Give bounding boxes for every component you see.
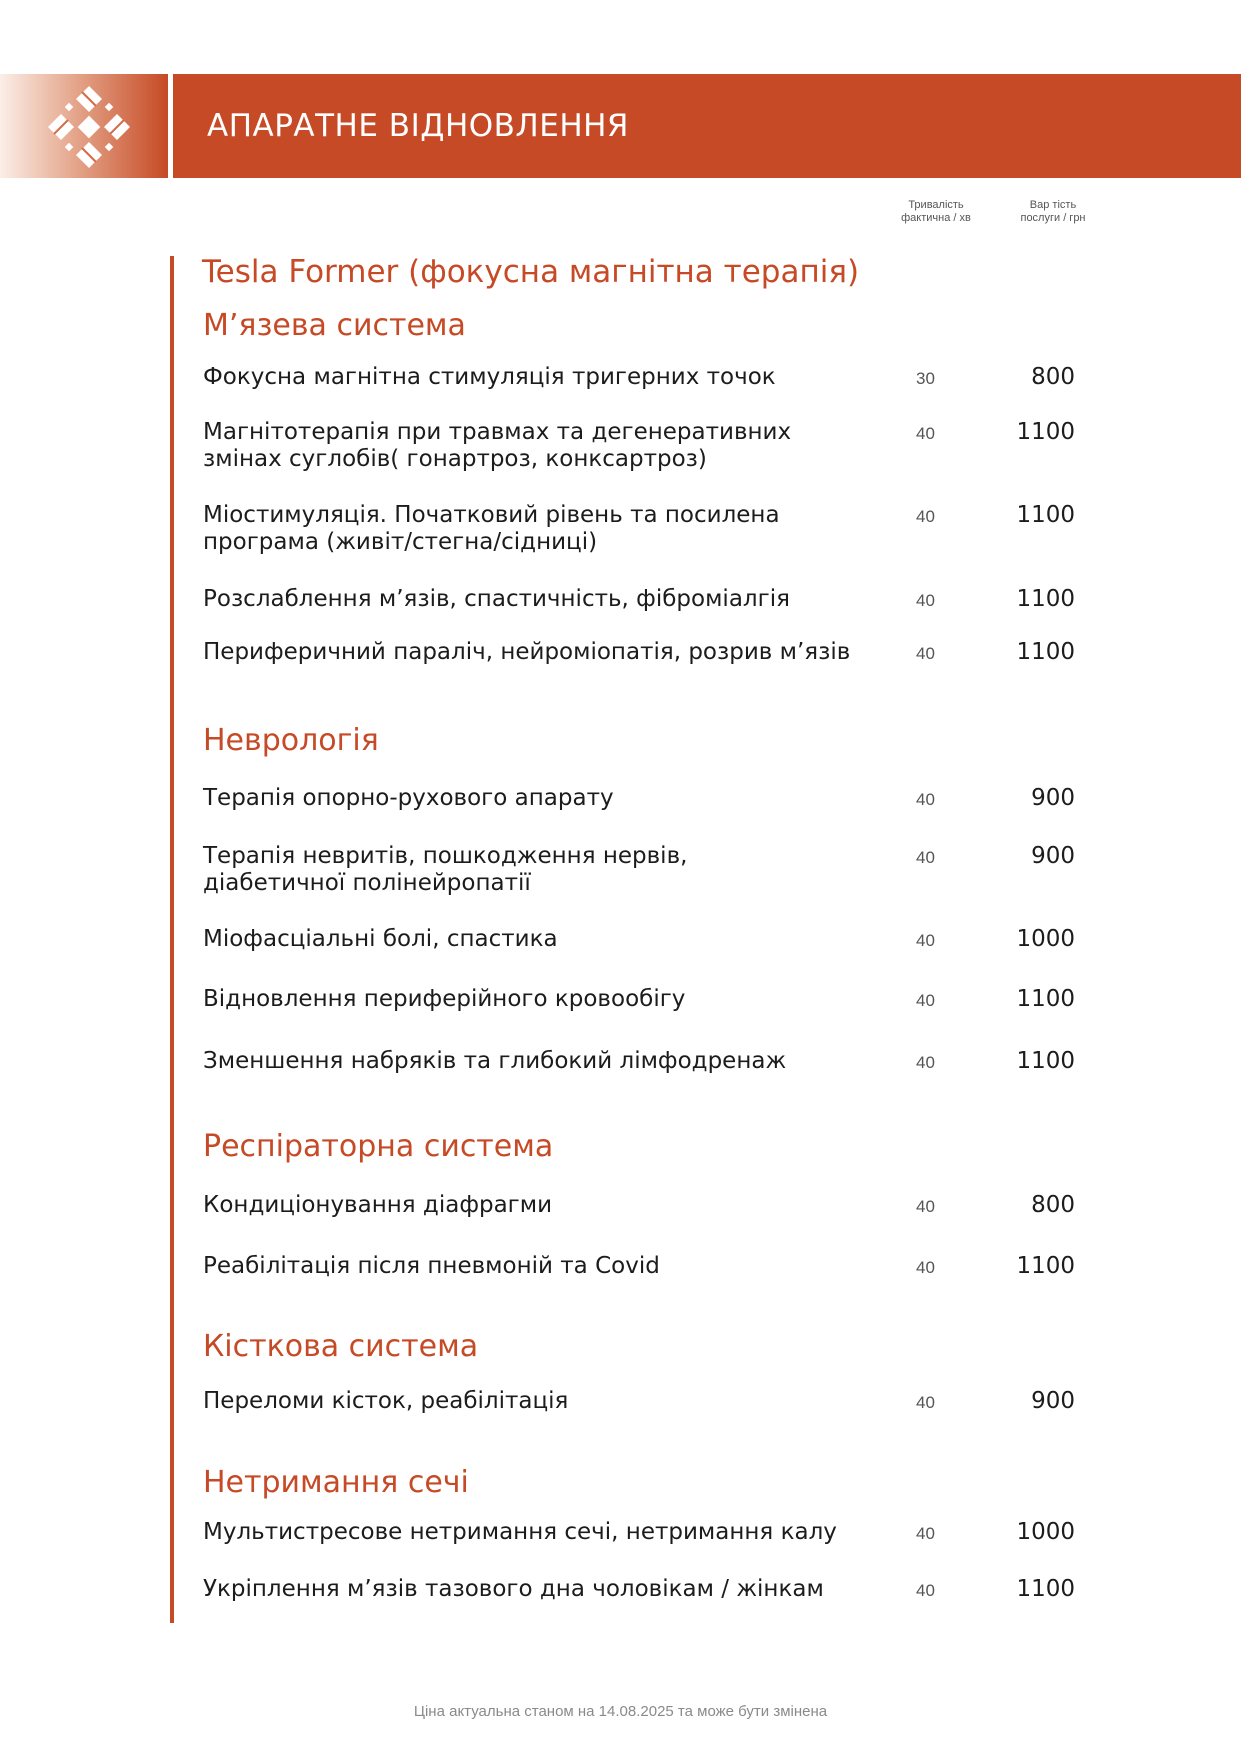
item-duration: 40: [916, 1524, 935, 1543]
item-duration: 40: [916, 424, 935, 443]
item-name: Терапія невритів, пошкодження нервів, діабетичної полінейропатії: [203, 843, 688, 896]
ornament-logo-icon: [44, 82, 134, 172]
item-price: 1100: [1016, 986, 1075, 1012]
item-name: Терапія опорно-рухового апарату: [203, 785, 614, 811]
item-duration: 40: [916, 931, 935, 950]
item-price: 900: [1031, 785, 1075, 811]
item-price: 900: [1031, 843, 1075, 869]
item-name: Реабілітація після пневмоній та Covid: [203, 1253, 660, 1279]
item-duration: 40: [916, 1197, 935, 1216]
item-duration: 30: [916, 369, 935, 388]
section-title: М’язева система: [203, 308, 466, 343]
price-disclaimer: Ціна актуальна станом на 14.08.2025 та може бути змінена: [413, 1703, 828, 1720]
section-title: Нетримання сечі: [203, 1465, 469, 1500]
item-price: 1100: [1016, 502, 1075, 528]
item-duration: 40: [916, 1258, 935, 1277]
item-name: Зменшення набряків та глибокий лімфодренаж: [203, 1048, 787, 1074]
item-price: 1100: [1016, 1253, 1075, 1279]
item-name: Розслаблення м’язів, спастичність, фіброміалгія: [203, 586, 790, 612]
item-duration: 40: [916, 848, 935, 867]
item-price: 1100: [1016, 586, 1075, 612]
item-name: Периферичний параліч, нейроміопатія, розрив м’язів: [203, 639, 851, 665]
section-title: Респіраторна система: [203, 1129, 554, 1164]
price-column-header: [990, 199, 1116, 225]
item-price: 1000: [1016, 926, 1075, 952]
item-duration: 40: [916, 644, 935, 663]
item-price: 1100: [1016, 1576, 1075, 1602]
item-duration: 40: [916, 591, 935, 610]
item-name: Мультистресове нетримання сечі, нетримання калу: [203, 1519, 837, 1545]
item-duration: 40: [916, 507, 935, 526]
item-price: 1000: [1016, 1519, 1075, 1545]
item-price: 1100: [1016, 419, 1075, 445]
duration-column-header: [878, 199, 994, 225]
item-name: Переломи кісток, реабілітація: [203, 1388, 569, 1414]
banner-logo-block: [0, 74, 168, 178]
item-name: Кондиціонування діафрагми: [203, 1192, 553, 1218]
item-name: Міостимуляція. Початковий рівень та посилена програма (живіт/стегна/сідниці): [203, 502, 780, 555]
header-banner: [173, 74, 1241, 178]
section-title: Кісткова система: [203, 1329, 479, 1364]
item-price: 1100: [1016, 1048, 1075, 1074]
item-name: Магнітотерапія при травмах та дегенеративних змінах суглобів( гонартроз, конксартроз): [203, 419, 792, 472]
item-name: Відновлення периферійного кровообігу: [203, 986, 686, 1012]
page-title: АПАРАТНЕ ВІДНОВЛЕННЯ: [207, 108, 629, 144]
item-name: Укріплення м’язів тазового дна чоловікам / жінкам: [203, 1576, 824, 1602]
item-name: Міофасціальні болі, спастика: [203, 926, 558, 952]
item-price: 900: [1031, 1388, 1075, 1414]
accent-bar: [170, 256, 174, 1623]
section-title: Неврологія: [203, 723, 379, 758]
item-duration: 40: [916, 991, 935, 1010]
price-column-label: Вар тість послуги / грн: [1020, 199, 1086, 224]
item-price: 800: [1031, 364, 1075, 390]
item-duration: 40: [916, 1393, 935, 1412]
item-name: Фокусна магнітна стимуляція тригерних точок: [203, 364, 776, 390]
item-duration: 40: [916, 790, 935, 809]
item-price: 1100: [1016, 639, 1075, 665]
item-duration: 40: [916, 1053, 935, 1072]
item-price: 800: [1031, 1192, 1075, 1218]
item-duration: 40: [916, 1581, 935, 1600]
duration-column-label: Тривалість фактична / хв: [901, 199, 971, 224]
service-title: Tesla Former (фокусна магнітна терапія): [202, 254, 860, 290]
